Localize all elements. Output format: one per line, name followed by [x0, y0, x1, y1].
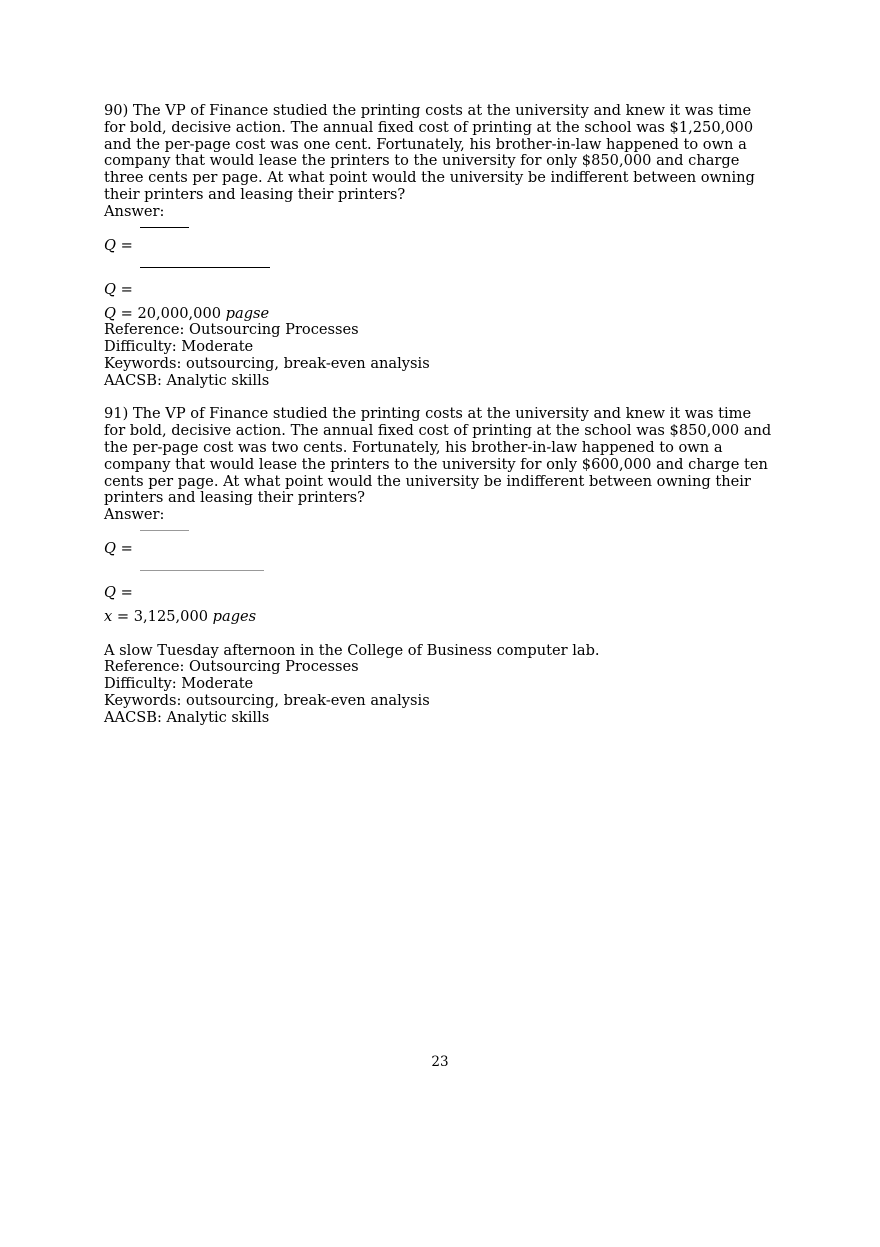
q91-result-var: x	[104, 607, 113, 625]
q91-result	[104, 609, 776, 626]
q90-eq2-fraction-bar	[140, 267, 270, 268]
q91-question: 91) The VP of Finance studied the printing costs at the university and knew it was time for bold, decisive action. The annual fixed cost of printing at the school was $850,000 and the per-page cost was two cents. Fortunately, his brother-in-law happened to own a company that would lease the printers to the university for only $600,000 and charge ten cents per page. At what point would the university be indifferent between owning their printers and leasing their printers?	[104, 405, 772, 507]
q90-eq2-var: Q	[104, 280, 116, 298]
q91-answer-label: Answer:	[104, 506, 165, 524]
q91-eq2-fraction-bar	[140, 570, 264, 571]
q90-result-unit: pagse	[225, 304, 270, 322]
q90-aacsb: AACSB: Analytic skills	[104, 371, 270, 389]
q91-note: A slow Tuesday afternoon in the College of Business computer lab.	[104, 641, 600, 659]
q90-eq1-sign: =	[115, 236, 133, 254]
q91-eq1-var: Q	[104, 540, 116, 558]
q91-aacsb: AACSB: Analytic skills	[104, 708, 270, 726]
q90-equation-2	[104, 273, 776, 299]
q90-difficulty: Difficulty: Moderate	[104, 338, 254, 356]
q91-eq1-sign: =	[115, 540, 133, 558]
q91-equation-2	[104, 576, 776, 602]
page-number: 23	[431, 1054, 449, 1070]
q91-difficulty: Difficulty: Moderate	[104, 675, 254, 693]
q90-result-var: Q	[104, 304, 116, 322]
q90-keywords: Keywords: outsourcing, break-even analysis	[104, 354, 430, 372]
q91-reference: Reference: Outsourcing Processes	[104, 658, 359, 676]
q90-question: 90) The VP of Finance studied the printing costs at the university and knew it was time for bold, decisive action. The annual fixed cost of printing at the school was $1,250,000 and the per-page cost was one cent. Fortunately, his brother-in-law happened to own a company that would lease the printers to the university for only $850,000 and charge three cents per page. At what point would the university be indifferent between owning their printers and leasing their printers?	[104, 102, 755, 203]
q90-result-value: = 20,000,000	[115, 304, 226, 322]
q90-eq2-sign: =	[115, 280, 133, 298]
q91-result-unit: pages	[212, 607, 257, 625]
document-body	[104, 103, 776, 727]
q91-eq1-fraction-bar	[140, 530, 189, 531]
q90-eq1-var: Q	[104, 236, 116, 254]
q91-keywords: Keywords: outsourcing, break-even analysis	[104, 691, 430, 709]
q90-reference: Reference: Outsourcing Processes	[104, 321, 359, 339]
q90-answer-label: Answer:	[104, 202, 165, 220]
q91-eq2-var: Q	[104, 584, 116, 602]
q90-equation-1	[104, 233, 776, 255]
q91-eq2-sign: =	[115, 584, 133, 602]
q91-result-value: = 3,125,000	[112, 607, 213, 625]
q91-equation-1	[104, 536, 776, 558]
q90-result	[104, 306, 776, 323]
q90-eq1-fraction-bar	[140, 227, 189, 228]
